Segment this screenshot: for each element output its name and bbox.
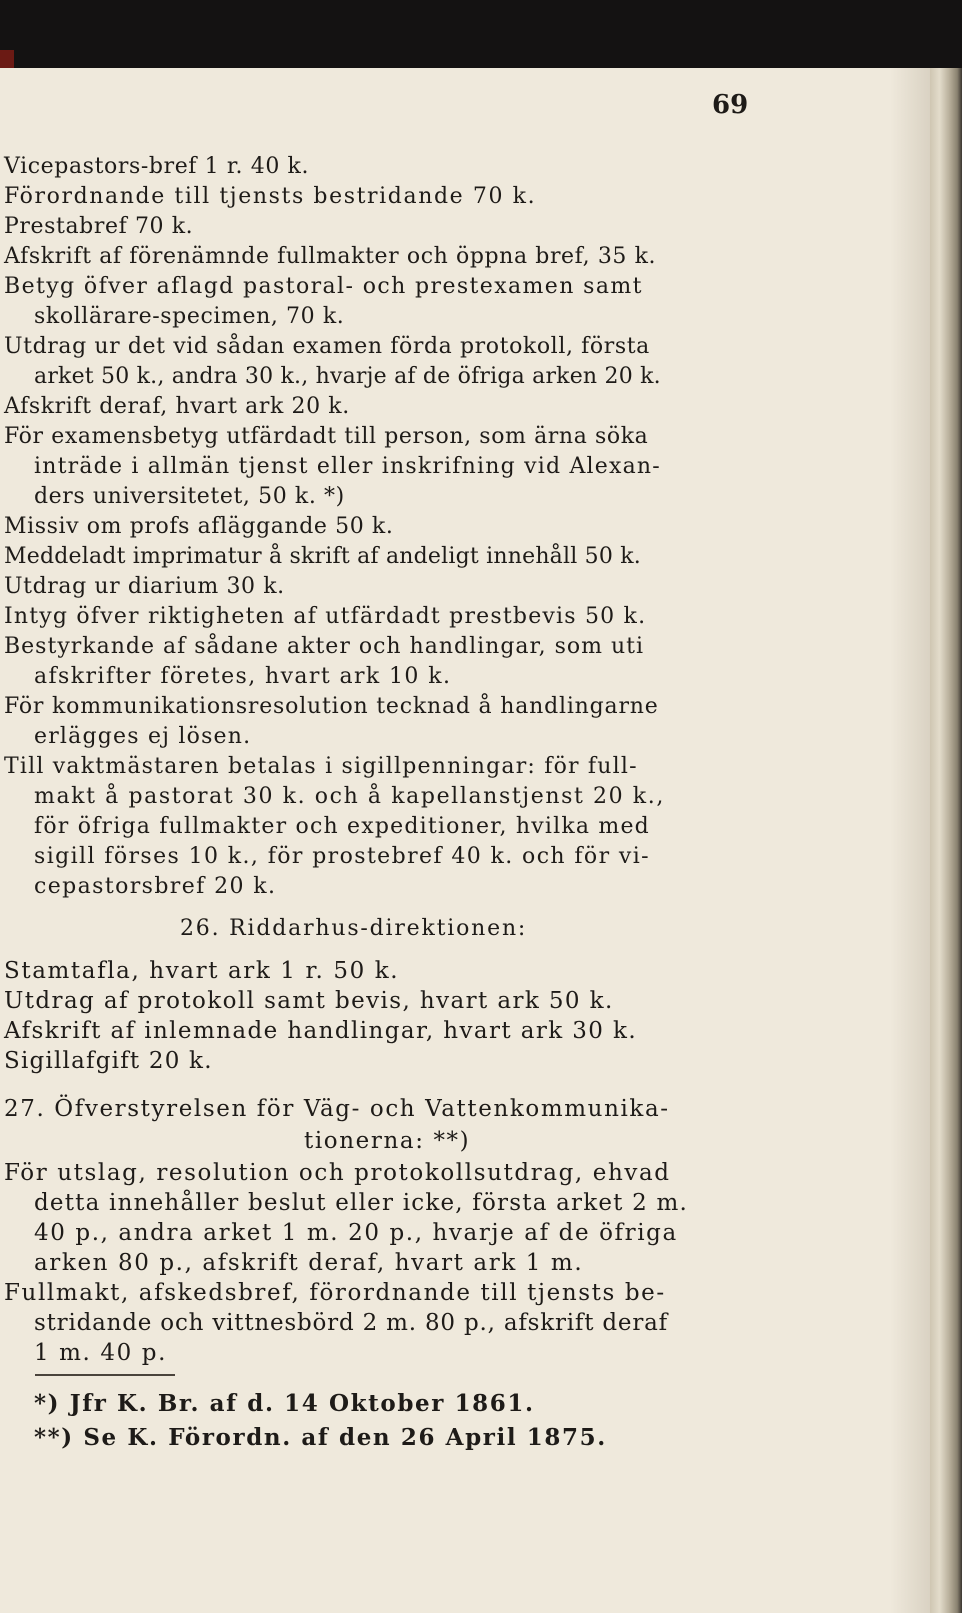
- text-line: Intyg öfver riktigheten af utfärdadt prestbevis 50 k.: [4, 604, 647, 629]
- text-line: Afskrift af inlemnade handlingar, hvart ark 30 k.: [4, 1018, 638, 1044]
- section-heading: tionerna: **): [304, 1128, 471, 1154]
- text-line: Förordnande till tjensts bestridande 70 k.: [4, 184, 537, 209]
- text-line: detta innehåller beslut eller icke, första arket 2 m.: [34, 1190, 688, 1216]
- text-line: afskrifter företes, hvart ark 10 k.: [34, 664, 452, 689]
- page-gutter-shadow: [890, 68, 930, 1613]
- text-line: erlägges ej lösen.: [34, 724, 252, 749]
- book-page: [0, 68, 930, 1613]
- text-line: Vicepastors-bref 1 r. 40 k.: [4, 154, 310, 179]
- text-line: inträde i allmän tjenst eller inskrifning vid Alexan-: [34, 454, 661, 479]
- text-line: Afskrift deraf, hvart ark 20 k.: [4, 394, 350, 419]
- section-heading: 27. Öfverstyrelsen för Väg- och Vattenkommunika-: [4, 1096, 670, 1122]
- text-line: Utdrag ur det vid sådan examen förda protokoll, första: [4, 334, 650, 359]
- text-line: Till vaktmästaren betalas i sigillpenningar: för full-: [4, 754, 638, 779]
- text-line: Missiv om profs afläggande 50 k.: [4, 514, 394, 539]
- text-line: arken 80 p., afskrift deraf, hvart ark 1 m.: [34, 1250, 584, 1276]
- text-line: ders universitetet, 50 k. *): [34, 484, 345, 509]
- text-line: sigill förses 10 k., för prostebref 40 k. och för vi-: [34, 844, 650, 869]
- text-line: För kommunikationsresolution tecknad å handlingarne: [4, 694, 659, 719]
- text-line: Utdrag ur diarium 30 k.: [4, 574, 285, 599]
- footnote: *) Jfr K. Br. af d. 14 Oktober 1861.: [34, 1390, 535, 1417]
- text-line: cepastorsbref 20 k.: [34, 874, 277, 899]
- text-line: 1 m. 40 p.: [34, 1340, 167, 1366]
- footnote: **) Se K. Förordn. af den 26 April 1875.: [34, 1424, 607, 1451]
- footnote-rule: [35, 1374, 175, 1376]
- text-line: Betyg öfver aflagd pastoral- och prestexamen samt: [4, 274, 643, 299]
- text-line: För utslag, resolution och protokollsutdrag, ehvad: [4, 1160, 671, 1186]
- text-line: arket 50 k., andra 30 k., hvarje af de öfriga arken 20 k.: [34, 364, 661, 389]
- text-line: För examensbetyg utfärdadt till person, som ärna söka: [4, 424, 649, 449]
- text-line: Afskrift af förenämnde fullmakter och öppna bref, 35 k.: [4, 244, 657, 269]
- page-edge: [930, 68, 962, 1613]
- text-line: Stamtafla, hvart ark 1 r. 50 k.: [4, 958, 400, 984]
- text-line: Fullmakt, afskedsbref, förordnande till tjensts be-: [4, 1280, 666, 1306]
- text-line: Sigillafgift 20 k.: [4, 1048, 213, 1074]
- text-line: makt å pastorat 30 k. och å kapellanstjenst 20 k.,: [34, 784, 665, 809]
- page-number: 69: [712, 90, 749, 120]
- text-line: Utdrag af protokoll samt bevis, hvart ark 50 k.: [4, 988, 614, 1014]
- section-heading: 26. Riddarhus-direktionen:: [180, 916, 528, 941]
- text-line: Prestabref 70 k.: [4, 214, 194, 239]
- text-line: 40 p., andra arket 1 m. 20 p., hvarje af de öfriga: [34, 1220, 678, 1246]
- text-line: skollärare-specimen, 70 k.: [34, 304, 345, 329]
- text-line: för öfriga fullmakter och expeditioner, hvilka med: [34, 814, 650, 839]
- text-line: stridande och vittnesbörd 2 m. 80 p., afskrift deraf: [34, 1310, 668, 1336]
- text-line: Meddeladt imprimatur å skrift af andeligt innehåll 50 k.: [4, 544, 641, 569]
- scan-background: [0, 0, 962, 70]
- text-line: Bestyrkande af sådane akter och handlingar, som uti: [4, 634, 645, 659]
